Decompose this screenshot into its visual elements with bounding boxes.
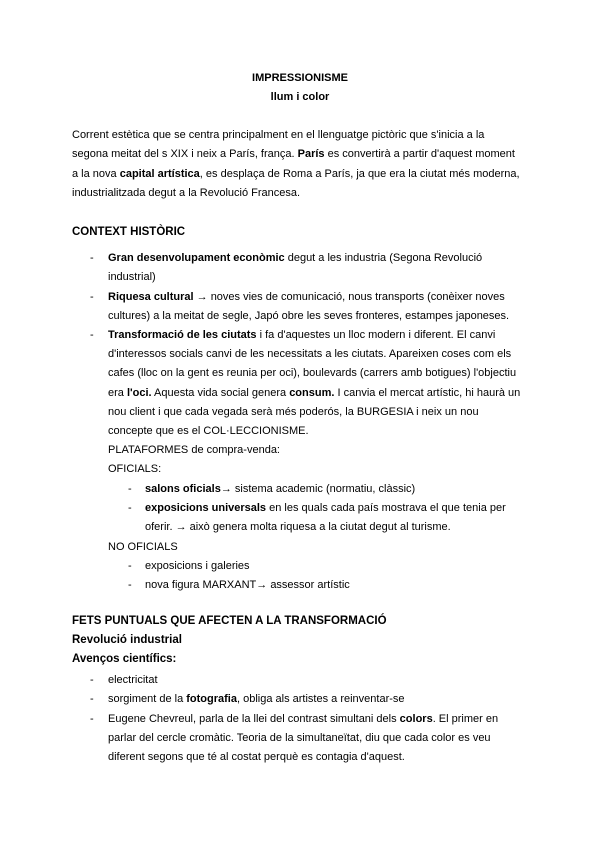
- fets-subheading-1: Revolució industrial: [72, 634, 182, 646]
- context-item-1: Gran desenvolupament econòmic degut a les industria (Segona Revolució: [108, 252, 483, 264]
- context-item-3-line-6: concepte que es el COL·LECCIONISME.: [108, 425, 309, 437]
- no-oficials-item-1: exposicions i galeries: [145, 560, 250, 572]
- context-item-1-line-2: industrial): [108, 271, 156, 283]
- bullet-dash: -: [90, 674, 94, 686]
- intro-line-1: Corrent estètica que se centra principalment en el llenguatge pictòric que s'inicia a la: [72, 129, 485, 141]
- bullet-dash: -: [90, 291, 94, 303]
- fets-item-1: electricitat: [108, 674, 158, 686]
- oficials-label: OFICIALS:: [108, 463, 162, 475]
- bullet-dash: -: [90, 693, 94, 705]
- document-subtitle: llum i color: [270, 91, 330, 103]
- context-heading: CONTEXT HISTÒRIC: [72, 226, 186, 238]
- fets-subheading-2: Avenços científics:: [72, 653, 177, 665]
- fets-item-2: sorgiment de la fotografia, obliga als artistes a reinventar-se: [108, 693, 405, 705]
- bullet-dash: -: [90, 329, 94, 341]
- platforms-label: PLATAFORMES de compra-venda:: [108, 444, 280, 456]
- context-item-3-line-5: nou client i que cada vegada serà més poderós, la BURGESIA i neix un nou: [108, 406, 479, 418]
- document-title: IMPRESSIONISME: [252, 72, 348, 84]
- no-oficials-item-2: nova figura MARXANT→ assessor artístic: [145, 579, 350, 591]
- bullet-dash: -: [128, 560, 132, 572]
- intro-line-4: industrialitzada degut a la Revolució Francesa.: [72, 187, 301, 199]
- bullet-dash: -: [128, 483, 132, 495]
- fets-heading: FETS PUNTUALS QUE AFECTEN A LA TRANSFORMACIÓ: [72, 615, 387, 627]
- oficials-item-2: exposicions universals en les quals cada país mostrava el que tenia per: [145, 502, 506, 514]
- context-item-3-line-3: cafes (lloc on la gent es reunia per oci), boulevards (carrers amb botigues) l'objectiu: [108, 367, 517, 379]
- oficials-item-1: salons oficials→ sistema academic (normatiu, clàssic): [145, 483, 416, 495]
- fets-item-3-line-3: diferent segons que té al costat perquè es contagia d'aquest.: [108, 751, 405, 763]
- bullet-dash: -: [128, 579, 132, 591]
- bullet-dash: -: [128, 502, 132, 514]
- bullet-dash: -: [90, 252, 94, 264]
- fets-item-3-line-2: parlar del cercle cromàtic. Teoria de la simultaneïtat, diu que cada color es veu: [108, 732, 491, 744]
- fets-item-3: Eugene Chevreul, parla de la llei del contrast simultani dels colors. El primer en: [108, 713, 499, 725]
- oficials-item-2-line-2: oferir. → això genera molta riquesa a la ciutat degut al turisme.: [145, 521, 451, 533]
- context-item-3-line-2: d'interessos socials canvi de les necessitats a les ciutats. Apareixen coses com els: [108, 348, 512, 360]
- intro-line-2: segona meitat del s XIX i neix a París, frança. París es convertirà a partir d'aquest moment: [72, 148, 515, 160]
- context-item-3-line-4: era l'oci. Aquesta vida social genera consum. I canvia el mercat artístic, hi haurà un: [108, 387, 521, 399]
- bullet-dash: -: [90, 713, 94, 725]
- intro-line-3: a la nova capital artística, es desplaça de Roma a París, ja que era la ciutat més moderna,: [72, 168, 520, 180]
- context-item-2: Riquesa cultural → noves vies de comunicació, nous transports (conèixer noves: [108, 291, 505, 303]
- context-item-2-line-2: cultures) a la meitat de segle, Japó obre les seves fronteres, estampes japoneses.: [108, 310, 510, 322]
- no-oficials-label: NO OFICIALS: [108, 541, 178, 553]
- context-item-3: Transformació de les ciutats i fa d'aquestes un lloc modern i diferent. El canvi: [108, 329, 496, 341]
